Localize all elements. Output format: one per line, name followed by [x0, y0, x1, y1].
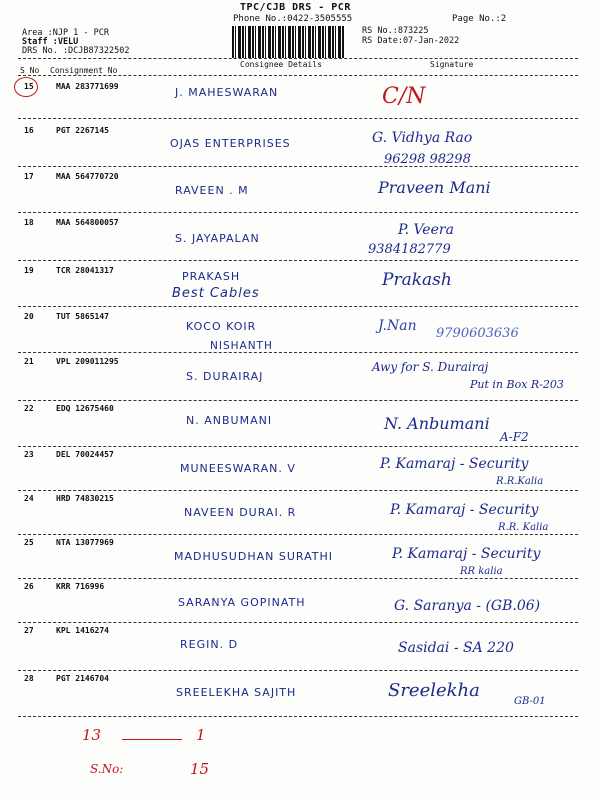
- row-consignment: KRR 716996: [56, 582, 105, 591]
- row-consignment: TCR 28041317: [56, 266, 114, 275]
- row-sno: 26: [24, 582, 34, 591]
- row-sno: 24: [24, 494, 34, 503]
- row-divider: [18, 118, 578, 119]
- handwritten-dash: [122, 739, 182, 740]
- row-divider: [18, 622, 578, 623]
- row-consignee: SREELEKHA SAJITH: [176, 686, 297, 699]
- rs-date: RS Date:07-Jan-2022: [362, 36, 460, 46]
- row-sno: 28: [24, 674, 34, 683]
- row-consignee: MADHUSUDHAN SURATHI: [174, 550, 333, 563]
- row-signature: P. Kamaraj - Security: [392, 546, 541, 562]
- row-divider: [18, 260, 578, 261]
- row-consignment: DEL 70024457: [56, 450, 114, 459]
- row-divider: [18, 670, 578, 671]
- column-header-details: Consignee Details: [240, 60, 322, 69]
- row-sno: 25: [24, 538, 34, 547]
- row-consignee: RAVEEN . M: [175, 184, 249, 197]
- row-consignee: PRAKASH: [182, 270, 241, 283]
- row-sno: 21: [24, 357, 34, 366]
- row-consignee: J. MAHESWARAN: [175, 86, 279, 99]
- row-consignment: VPL 209011295: [56, 357, 119, 366]
- row-consignee-line2: NISHANTH: [210, 340, 273, 352]
- row-divider: [18, 534, 578, 535]
- row-sno: 17: [24, 172, 34, 181]
- row-divider: [18, 490, 578, 491]
- row-consignment: PGT 2267145: [56, 126, 109, 135]
- row-signature-note: A-F2: [500, 430, 529, 444]
- row-consignee: S. DURAIRAJ: [186, 370, 264, 383]
- row-divider: [18, 352, 578, 353]
- row-signature: P. Kamaraj - Security: [390, 502, 539, 518]
- row-signature-note: 9790603636: [436, 326, 519, 341]
- row-signature-note: 96298 98298: [384, 152, 471, 167]
- row-divider: [18, 446, 578, 447]
- row-signature: Prakash: [382, 270, 452, 290]
- row-consignment: TUT 5865147: [56, 312, 109, 321]
- row-signature: Awy for S. Durairaj: [372, 360, 489, 374]
- row-sno: 20: [24, 312, 34, 321]
- header-divider-top: [18, 58, 578, 59]
- row-sno: 19: [24, 266, 34, 275]
- barcode-image: [232, 26, 344, 58]
- row-signature: J.Nan: [378, 318, 417, 334]
- row-consignment: MAA 564770720: [56, 172, 119, 181]
- row-signature: G. Vidhya Rao: [372, 130, 473, 146]
- row-consignment: MAA 564800057: [56, 218, 119, 227]
- row-signature: N. Anbumani: [384, 414, 490, 433]
- row-consignment: NTA 13077969: [56, 538, 114, 547]
- staff-label: Staff :VELU: [22, 37, 79, 47]
- row-signature-note: 9384182779: [368, 242, 451, 257]
- row-sno: 27: [24, 626, 34, 635]
- row-signature-note: Put in Box R-203: [470, 378, 564, 391]
- row-signature-note: R.R. Kalia: [498, 522, 549, 533]
- header-divider-bottom: [18, 75, 578, 76]
- column-header-consignment: Consignment No: [50, 66, 118, 75]
- row-signature-note: GB-01: [514, 696, 546, 707]
- handwritten-sno-label: S.No:: [90, 762, 124, 776]
- row-signature: C/N: [382, 84, 426, 109]
- rs-number: RS No.:873225: [362, 26, 429, 36]
- row-sno: 15: [24, 82, 34, 91]
- handwritten-count-right: 1: [196, 726, 206, 744]
- row-consignment: MAA 283771699: [56, 82, 119, 91]
- row-consignment: KPL 1416274: [56, 626, 109, 635]
- row-consignment: HRD 74830215: [56, 494, 114, 503]
- row-signature: Praveen Mani: [378, 178, 491, 197]
- drs-number: DRS No. :DCJB87322502: [22, 46, 130, 56]
- page-number: Page No.:2: [452, 14, 507, 24]
- row-consignee: KOCO KOIR: [186, 320, 257, 333]
- area-label: Area :NJP 1 - PCR: [22, 28, 109, 38]
- row-consignee: OJAS ENTERPRISES: [170, 137, 291, 150]
- row-signature: P. Veera: [398, 222, 454, 238]
- row-consignee: S. JAYAPALAN: [175, 232, 260, 245]
- row-signature: Sreelekha: [388, 680, 480, 701]
- row-consignee: N. ANBUMANI: [186, 414, 273, 427]
- row-divider: [18, 212, 578, 213]
- handwritten-count-left: 13: [82, 726, 102, 744]
- row-divider: [18, 166, 578, 167]
- row-signature: Sasidai - SA 220: [398, 640, 514, 656]
- column-header-sno: S No: [20, 66, 40, 75]
- row-divider: [18, 578, 578, 579]
- document-title: TPC/CJB DRS - PCR: [240, 2, 351, 13]
- row-consignee: SARANYA GOPINATH: [178, 596, 306, 609]
- row-divider: [18, 716, 578, 717]
- row-signature: P. Kamaraj - Security: [380, 456, 529, 472]
- row-divider: [18, 400, 578, 401]
- column-header-signature: Signature: [430, 60, 474, 69]
- row-sno: 22: [24, 404, 34, 413]
- row-consignee-line2: Best Cables: [172, 286, 260, 301]
- row-signature-note: R.R.Kalia: [496, 476, 544, 487]
- phone-number: Phone No.:0422-3505555: [233, 14, 353, 24]
- handwritten-sno-value: 15: [190, 760, 210, 778]
- row-sno: 23: [24, 450, 34, 459]
- row-signature-note: RR kalia: [460, 566, 503, 577]
- row-consignee: MUNEESWARAN. V: [180, 462, 296, 475]
- row-consignment: EDQ 12675460: [56, 404, 114, 413]
- row-consignee: REGIN. D: [180, 638, 239, 651]
- row-divider: [18, 306, 578, 307]
- row-signature: G. Saranya - (GB.06): [394, 598, 541, 614]
- row-sno: 18: [24, 218, 34, 227]
- row-sno: 16: [24, 126, 34, 135]
- row-consignment: PGT 2146704: [56, 674, 109, 683]
- row-consignee: NAVEEN DURAI. R: [184, 506, 297, 519]
